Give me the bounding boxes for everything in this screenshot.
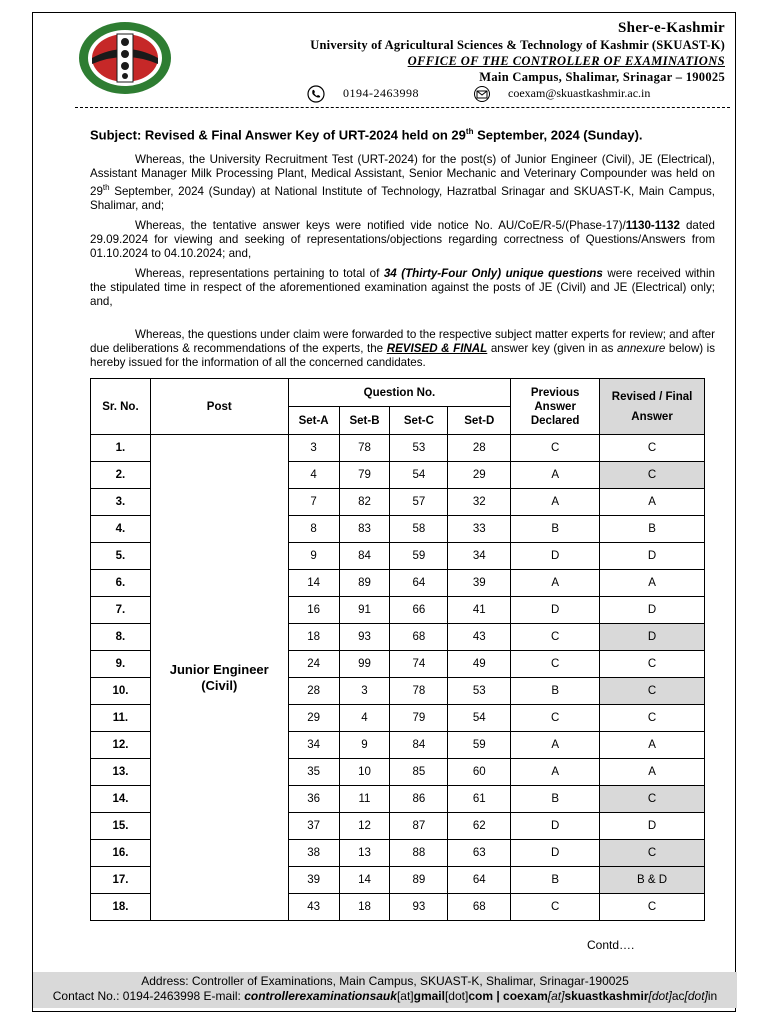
header-office-name: OFFICE OF THE CONTROLLER OF EXAMINATIONS (407, 54, 725, 68)
footer-contact (33, 989, 737, 1004)
cell-previous-answer: B (511, 786, 600, 813)
footer-email1-dot: [dot] (444, 989, 469, 1003)
cell-sr-no: 12. (91, 732, 151, 759)
cell-set-c: 89 (390, 867, 448, 894)
cell-sr-no: 1. (91, 435, 151, 462)
cell-set-a: 38 (288, 840, 339, 867)
footer-email2-dot1: [dot] (648, 989, 672, 1003)
paragraph-4 (90, 328, 715, 371)
footer-address: Address: Controller of Examinations, Main Campus, SKUAST-K, Shalimar, Srinagar-190025 (141, 974, 629, 988)
header-university-name-2: University of Agricultural Sciences & Technology of Kashmir (SKUAST-K) (310, 38, 725, 52)
footer-separator: | (493, 989, 504, 1003)
cell-set-b: 99 (339, 651, 390, 678)
cell-set-b: 79 (339, 462, 390, 489)
answer-key-table (90, 378, 705, 921)
cell-final-answer: A (600, 732, 705, 759)
p1-sup: th (102, 183, 110, 193)
cell-post (150, 435, 288, 921)
cell-set-d: 33 (448, 516, 511, 543)
p1-text-b: September, 2024 (Sunday) at National Institute of Technology, Hazratbal Srinagar and SKUAST-K, Main Campus, Shalimar, and; (90, 185, 715, 213)
post-label-line-2: (Civil) (201, 677, 238, 693)
cell-sr-no: 17. (91, 867, 151, 894)
cell-set-a: 18 (288, 624, 339, 651)
p2-text-a: Whereas, the tentative answer keys were notified vide notice No. AU/CoE/R-5/(Phase-17)/ (135, 219, 626, 232)
cell-set-d: 34 (448, 543, 511, 570)
cell-previous-answer: A (511, 570, 600, 597)
cell-final-answer: C (600, 651, 705, 678)
cell-set-d: 39 (448, 570, 511, 597)
post-label-line-1: Junior Engineer (169, 661, 269, 677)
cell-set-b: 93 (339, 624, 390, 651)
header-set-c: Set-C (390, 407, 448, 435)
cell-previous-answer: C (511, 651, 600, 678)
cell-set-a: 34 (288, 732, 339, 759)
cell-set-c: 74 (390, 651, 448, 678)
cell-set-b: 14 (339, 867, 390, 894)
cell-set-a: 43 (288, 894, 339, 921)
cell-previous-answer: D (511, 543, 600, 570)
cell-final-answer: A (600, 489, 705, 516)
footer (33, 972, 737, 1008)
cell-set-b: 89 (339, 570, 390, 597)
cell-set-d: 29 (448, 462, 511, 489)
paragraph-3 (90, 267, 715, 310)
cell-previous-answer: A (511, 462, 600, 489)
footer-email2-tld: in (707, 989, 718, 1003)
cell-set-c: 53 (390, 435, 448, 462)
p3-text-a: Whereas, representations pertaining to total of (135, 267, 384, 280)
cell-previous-answer: B (511, 678, 600, 705)
email-icon (473, 86, 491, 106)
cell-final-answer: A (600, 570, 705, 597)
cell-final-answer: C (600, 678, 705, 705)
cell-set-a: 4 (288, 462, 339, 489)
footer-email1-at: [at] (396, 989, 414, 1003)
cell-set-a: 9 (288, 543, 339, 570)
header-email[interactable]: coexam@skuastkashmir.ac.in (508, 86, 651, 100)
cell-set-d: 54 (448, 705, 511, 732)
cell-set-a: 36 (288, 786, 339, 813)
cell-set-d: 64 (448, 867, 511, 894)
cell-previous-answer: D (511, 813, 600, 840)
cell-set-d: 53 (448, 678, 511, 705)
cell-sr-no: 9. (91, 651, 151, 678)
cell-set-c: 88 (390, 840, 448, 867)
cell-set-c: 68 (390, 624, 448, 651)
cell-set-b: 91 (339, 597, 390, 624)
cell-set-c: 79 (390, 705, 448, 732)
cell-sr-no: 11. (91, 705, 151, 732)
cell-set-a: 37 (288, 813, 339, 840)
cell-set-c: 66 (390, 597, 448, 624)
header-address: Main Campus, Shalimar, Srinagar – 190025 (479, 70, 725, 84)
footer-email2-user: coexam (503, 989, 548, 1003)
p3-text-b: were received within the stipulated time in respect of the aforementioned examination against the posts of JE (Civil) and JE (Electrical) only; and, (90, 267, 715, 309)
cell-previous-answer: B (511, 867, 600, 894)
cell-sr-no: 7. (91, 597, 151, 624)
p3-question-count: 34 (Thirty-Four Only) unique questions (383, 267, 603, 280)
p4-annexure: annexure (616, 342, 666, 356)
cell-set-a: 16 (288, 597, 339, 624)
paragraph-1 (90, 153, 715, 214)
table-row (91, 435, 705, 462)
p4-text-c: below) is hereby issued for the information of all the concerned candidates. (90, 342, 716, 370)
cell-set-a: 3 (288, 435, 339, 462)
cell-sr-no: 8. (91, 624, 151, 651)
cell-sr-no: 2. (91, 462, 151, 489)
footer-email2-domain: skuastkashmir (564, 989, 649, 1003)
cell-set-b: 11 (339, 786, 390, 813)
footer-contact-prefix: Contact No.: 0194-2463998 E-mail: (52, 989, 245, 1003)
cell-set-c: 86 (390, 786, 448, 813)
cell-previous-answer: C (511, 894, 600, 921)
cell-sr-no: 16. (91, 840, 151, 867)
cell-set-c: 59 (390, 543, 448, 570)
cell-previous-answer: A (511, 732, 600, 759)
cell-set-b: 83 (339, 516, 390, 543)
cell-sr-no: 14. (91, 786, 151, 813)
cell-sr-no: 6. (91, 570, 151, 597)
cell-set-b: 18 (339, 894, 390, 921)
cell-set-c: 78 (390, 678, 448, 705)
header-sr-no: Sr. No. (91, 379, 151, 435)
cell-sr-no: 5. (91, 543, 151, 570)
cell-set-d: 49 (448, 651, 511, 678)
cell-set-d: 61 (448, 786, 511, 813)
subject-text-end: September, 2024 (Sunday). (473, 127, 643, 143)
cell-set-d: 62 (448, 813, 511, 840)
p2-text-b: dated 29.09.2024 for viewing and seeking of representations/objections regarding correctness of Questions/Answers from 01.10.2024 to 04.10.2024; and, (90, 219, 715, 261)
cell-set-a: 24 (288, 651, 339, 678)
header-divider (75, 107, 730, 108)
cell-set-b: 3 (339, 678, 390, 705)
cell-final-answer: D (600, 543, 705, 570)
paragraph-2 (90, 219, 715, 262)
cell-sr-no: 13. (91, 759, 151, 786)
cell-sr-no: 4. (91, 516, 151, 543)
cell-previous-answer: A (511, 489, 600, 516)
cell-set-d: 59 (448, 732, 511, 759)
phone-icon (307, 85, 325, 107)
cell-set-c: 93 (390, 894, 448, 921)
header-contact-row (305, 85, 725, 103)
answer-key-body (91, 435, 705, 921)
cell-set-a: 8 (288, 516, 339, 543)
cell-final-answer: C (600, 894, 705, 921)
cell-previous-answer: C (511, 435, 600, 462)
p4-text-b: answer key (given in as (487, 342, 617, 356)
cell-set-c: 87 (390, 813, 448, 840)
subject-text: Subject: Revised & Final Answer Key of URT-2024 held on 29 (90, 127, 466, 143)
cell-previous-answer: D (511, 597, 600, 624)
cell-set-b: 82 (339, 489, 390, 516)
p4-revised-final: REVISED & FINAL (386, 342, 488, 356)
cell-sr-no: 3. (91, 489, 151, 516)
cell-previous-answer: D (511, 840, 600, 867)
p2-notice-number: 1130-1132 (625, 219, 680, 232)
cell-set-a: 14 (288, 570, 339, 597)
cell-set-d: 60 (448, 759, 511, 786)
cell-previous-answer: C (511, 624, 600, 651)
cell-final-answer: C (600, 786, 705, 813)
header-set-d: Set-D (448, 407, 511, 435)
cell-final-answer: B (600, 516, 705, 543)
header-set-a: Set-A (288, 407, 339, 435)
footer-email1-tld: com (468, 989, 494, 1003)
footer-email1-user: controllerexaminationsauk (244, 989, 397, 1003)
header-university-name-1: Sher-e-Kashmir (618, 20, 725, 36)
header-question-no: Question No. (288, 379, 511, 407)
continued-note: Contd…. (587, 938, 635, 952)
cell-previous-answer: A (511, 759, 600, 786)
cell-set-d: 68 (448, 894, 511, 921)
cell-sr-no: 10. (91, 678, 151, 705)
cell-final-answer: D (600, 813, 705, 840)
cell-set-d: 41 (448, 597, 511, 624)
cell-sr-no: 15. (91, 813, 151, 840)
cell-set-a: 7 (288, 489, 339, 516)
cell-set-c: 64 (390, 570, 448, 597)
cell-set-a: 29 (288, 705, 339, 732)
cell-final-answer: D (600, 597, 705, 624)
cell-set-b: 78 (339, 435, 390, 462)
cell-set-b: 84 (339, 543, 390, 570)
header-previous-answer: Previous Answer Declared (511, 379, 600, 435)
cell-set-b: 9 (339, 732, 390, 759)
cell-final-answer: C (600, 840, 705, 867)
cell-set-d: 43 (448, 624, 511, 651)
cell-set-c: 85 (390, 759, 448, 786)
cell-set-d: 28 (448, 435, 511, 462)
subject-line (90, 127, 730, 142)
footer-email2-ac: ac (671, 989, 685, 1003)
cell-previous-answer: B (511, 516, 600, 543)
cell-set-a: 28 (288, 678, 339, 705)
cell-previous-answer: C (511, 705, 600, 732)
header-phone: 0194-2463998 (343, 86, 419, 100)
footer-email2-dot2: [dot] (684, 989, 708, 1003)
subject-sup: th (465, 127, 474, 136)
p1-text-a: Whereas, the University Recruitment Test (URT-2024) for the post(s) of Junior Engineer (Civil), JE (Electrical), Assistant Manager Milk Processing Plant, Medical Assistant, Senior Mechanic and Veterinary Compounder was held on 29 (90, 153, 715, 199)
cell-final-answer: C (600, 705, 705, 732)
cell-set-b: 12 (339, 813, 390, 840)
cell-set-c: 54 (390, 462, 448, 489)
cell-final-answer: D (600, 624, 705, 651)
cell-set-b: 4 (339, 705, 390, 732)
cell-final-answer: B & D (600, 867, 705, 894)
cell-set-d: 63 (448, 840, 511, 867)
cell-sr-no: 18. (91, 894, 151, 921)
footer-email1-domain: gmail (413, 989, 445, 1003)
header-post: Post (150, 379, 288, 435)
cell-set-a: 35 (288, 759, 339, 786)
cell-final-answer: A (600, 759, 705, 786)
cell-set-b: 13 (339, 840, 390, 867)
cell-set-c: 57 (390, 489, 448, 516)
header-set-b: Set-B (339, 407, 390, 435)
cell-set-c: 84 (390, 732, 448, 759)
footer-email2-at: [at] (547, 989, 565, 1003)
cell-set-c: 58 (390, 516, 448, 543)
p4-text-a: Whereas, the questions under claim were forwarded to the respective subject matter experts for review; and after due deliberations & recommendations of the experts, the (90, 328, 715, 356)
cell-final-answer: C (600, 462, 705, 489)
cell-final-answer: C (600, 435, 705, 462)
cell-set-b: 10 (339, 759, 390, 786)
header-revised-final-answer: Revised / Final Answer (600, 379, 705, 435)
university-logo (75, 20, 175, 96)
cell-set-d: 32 (448, 489, 511, 516)
cell-set-a: 39 (288, 867, 339, 894)
